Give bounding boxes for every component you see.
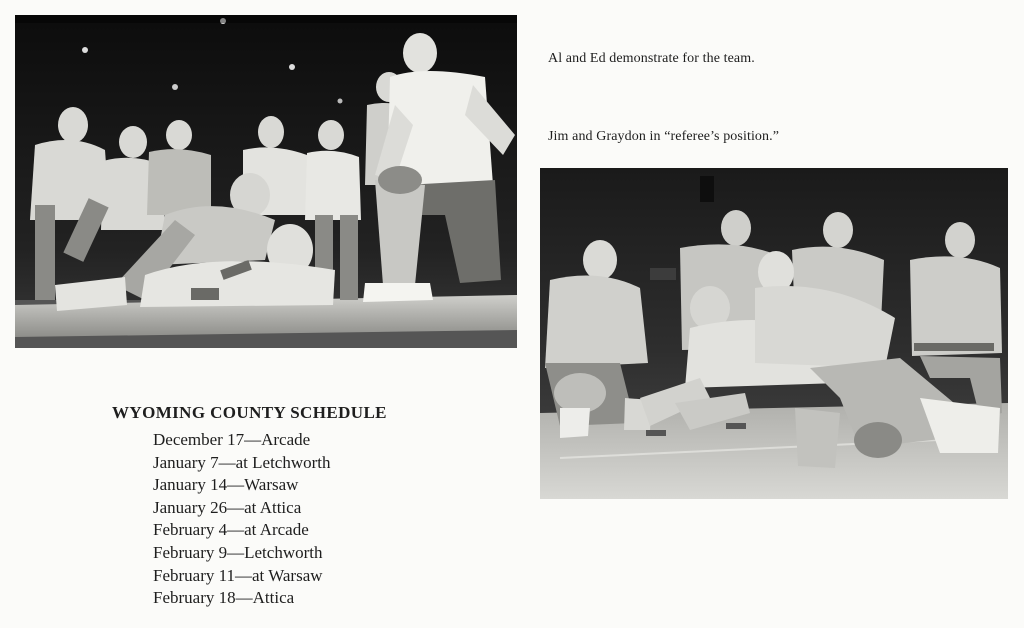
schedule-entry: February 18—Attica bbox=[153, 588, 295, 608]
schedule-title: WYOMING COUNTY SCHEDULE bbox=[112, 403, 387, 422]
schedule-entry: February 11—at Warsaw bbox=[153, 565, 323, 585]
photo-caption-referee-position: Jim and Graydon in “referee’s position.” bbox=[548, 129, 780, 144]
photo-referee-position-image bbox=[540, 168, 1008, 499]
photo-team-demonstration bbox=[15, 15, 517, 348]
photo-team-demonstration-image bbox=[15, 15, 517, 348]
schedule-list bbox=[153, 429, 331, 610]
schedule-entry: January 7—at Letchworth bbox=[153, 452, 331, 472]
schedule-entry: February 4—at Arcade bbox=[153, 520, 309, 540]
schedule-entry: February 9—Letchworth bbox=[153, 542, 323, 562]
schedule-entry: January 14—Warsaw bbox=[153, 475, 299, 495]
photo-referee-position bbox=[540, 168, 1008, 499]
schedule-entry: January 26—at Attica bbox=[153, 497, 302, 517]
schedule-entry: December 17—Arcade bbox=[153, 430, 311, 449]
photo-caption-demonstration: Al and Ed demonstrate for the team. bbox=[548, 51, 755, 66]
